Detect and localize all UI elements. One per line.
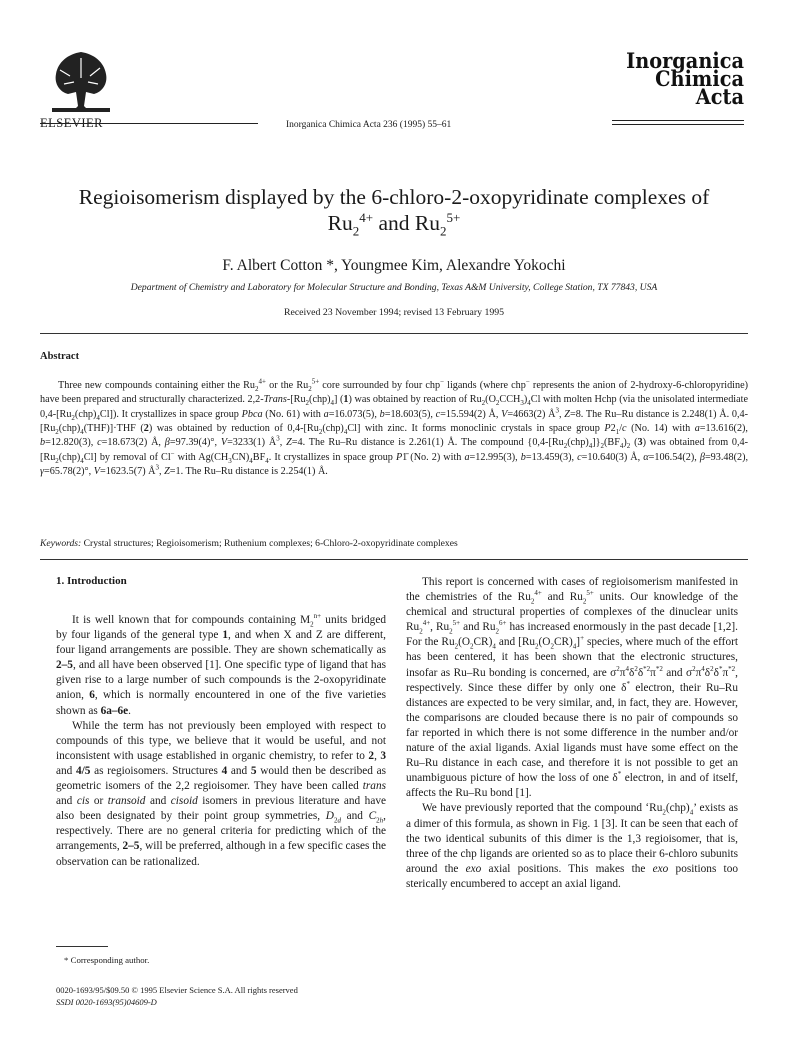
- brand-rule: [612, 120, 744, 121]
- publisher-name: ELSEVIER: [40, 116, 104, 130]
- paper-title: [40, 184, 748, 239]
- footnote: * Corresponding author.: [64, 955, 150, 965]
- section-heading: 1. Introduction: [56, 575, 127, 587]
- issn-line-2: SSDI 0020-1693(95)04609-D: [56, 997, 157, 1007]
- issn-info: [56, 984, 298, 1008]
- journal-citation: Inorganica Chimica Acta 236 (1995) 55–61: [286, 120, 452, 130]
- body-column-right: This report is concerned with cases of regioisomerism manifested in the chemistries of the $Ru_2^{4+}$ and $Ru_2^{5+}$ units. Our knowledge of the chemical and structural properties of complexes of the dinuclear units $Ru_2^{4+}$, $Ru_2^{5+}$ and $Ru_2^{6+}$ has increased enormously in the past decade [1,2]. For the $Ru_2(O_2CR)_4$ and $[Ru_2(O_2CR)_4]^+$ species, where much of the effort has been centered, it has been shown that the electronic structures, insofar as Ru–Ru bonding is concerned, are $\sigma^2\pi^4\delta^2\delta^{*2}\pi^{*2}$ and $\sigma^2\pi^4\delta^2\delta^*\pi^{*2}$, respectively. Since these differ by only one δ* electron, their Ru–Ru distances are expected to be very similar, and, in fact, they are. However, the comparisons are clouded because there is no pair of compounds so far reported in which there is not some difference in the number and/or nature of the axial ligands. Axial ligands must have some effect on the Ru–Ru distance in each case, and therefore it is not possible to get an unambiguous picture of how the loss of one δ* electron, in and of itself, affects the Ru–Ru bond [1]. We have previously reported that the compound ‘$Ru_2(chp)_4$’ exists as a dimer of this formula, as shown in Fig. 1 [3]. It can be seen that each of the two identical subunits of this dimer is the 1,3 regioisomer, that is, three of the chp ligands are oriented so as to place their 6-chloro subunits around the exo axial positions. This makes the exo positions too sterically encumbered to accept an axial ligand.: [406, 576, 739, 890]
- keywords: Keywords: Crystal structures; Regioisomerism; Ruthenium complexes; 6-Chloro-2-oxopyridinate complexes: [40, 538, 458, 549]
- body-column-left: It is well known that for compounds containing $M_2^{n+}$ units bridged by four ligands of the general type 1, and when X and Z are different, four ligand arrangements are possible. They are shown schematically as 2–5, and all have been observed [1]. One specific type of ligand that has given rise to a large number of such compounds is the 2-oxopyridinate anion, 6, which is normally encountered in one of the five varieties shown as 6a–6e. While the term has not previously been employed with respect to compounds of this type, we believe that it would be useful, and not inconsistent with usage established in organic chemistry, to refer to 2, 3 and 4/5 as regioisomers. Structures 4 and 5 would then be described as geometric isomers of the 2,2 regioisomer. They have been called trans and cis or transoid and cisoid isomers in previous literature and have also been designated by their point group symmetries, $D_{2d}$ and $C_{2h}$, respectively. There are no general criteria for predicting which of the arrangements, 2–5, will be preferred, although in a few specific cases the observation can be rationalized.: [56, 612, 386, 868]
- divider: [40, 559, 748, 560]
- abstract-body: Three new compounds containing either the $Ru_2^{4+}$ or the $Ru_2^{5+}$ core surrounded by four chp− ligands (where chp− represents the anion of 2-hydroxy-6-chloropyridine) have been prepared and structurally characterized. $2,2-Trans-[Ru_2(chp)_4]$ (1) was obtained by reaction of $Ru_2(O_2CCH_3)_4Cl$ with molten Hchp (via the unisolated intermediate $0,4-[Ru_2(chp)_4Cl]$). It crystallizes in space group Pbca (No. 61) with a=16.073(5), b=18.603(5), c=15.594(2) Å, V=4663(2) $Å^3$, Z=8. The Ru–Ru distance is 2.248(1) Å. $0,4-[Ru_2(chp)_4(THF)]\cdot THF$ (2) was obtained by reduction of $0,4-[Ru_2(chp)_4Cl]$ with zinc. It forms monoclinic crystals in space group $P2_1/c$ (No. 14) with a=13.616(2), b=12.820(3), c=18.673(2) Å, β=97.39(4)°, V=3233(1) $Å^3$, Z=4. The Ru–Ru distance is 2.261(1) Å. The compound $\{0,4-[Ru_2(chp)_4]\}_2(BF_4)_2$ (3) was obtained from $0,4-[Ru_2(chp)_4Cl]$ by removal of Cl− with $Ag(CH_3CN)_4BF_4$. It crystallizes in space group P1̄ (No. 2) with a=12.995(3), b=13.459(3), c=10.640(3) Å, α=106.54(2), β=93.48(2), γ=65.78(2)°, V=1623.5(7) $Å^3$, Z=1. The Ru–Ru distance is 2.254(1) Å.: [40, 377, 749, 478]
- footnote-rule: [56, 946, 108, 947]
- title-line-1: Regioisomerism displayed by the 6-chloro-2-oxopyridinate complexes of: [78, 185, 710, 209]
- affiliation: Department of Chemistry and Laboratory for Molecular Structure and Bonding, Texas A&M University, College Station, TX 77843, USA: [130, 282, 658, 293]
- header-rule: [40, 123, 258, 124]
- divider: [40, 333, 748, 334]
- journal-brand: [623, 48, 744, 109]
- abstract-heading: Abstract: [40, 351, 80, 362]
- brand-rule: [612, 124, 744, 125]
- journal-brand-line2: Chimica Acta: [655, 66, 744, 109]
- elsevier-tree-logo: [50, 48, 112, 114]
- received-dates: Received 23 November 1994; revised 13 February 1995: [283, 307, 505, 318]
- journal-brand-line1: Inorganica: [626, 48, 744, 73]
- authors: F. Albert Cotton *, Youngmee Kim, Alexandre Yokochi: [222, 257, 566, 274]
- issn-line-1: 0020-1693/95/$09.50 © 1995 Elsevier Science S.A. All rights reserved: [56, 985, 298, 995]
- title-line-2: $Ru_2^{4+}$ and $Ru_2^{5+}$: [327, 209, 461, 239]
